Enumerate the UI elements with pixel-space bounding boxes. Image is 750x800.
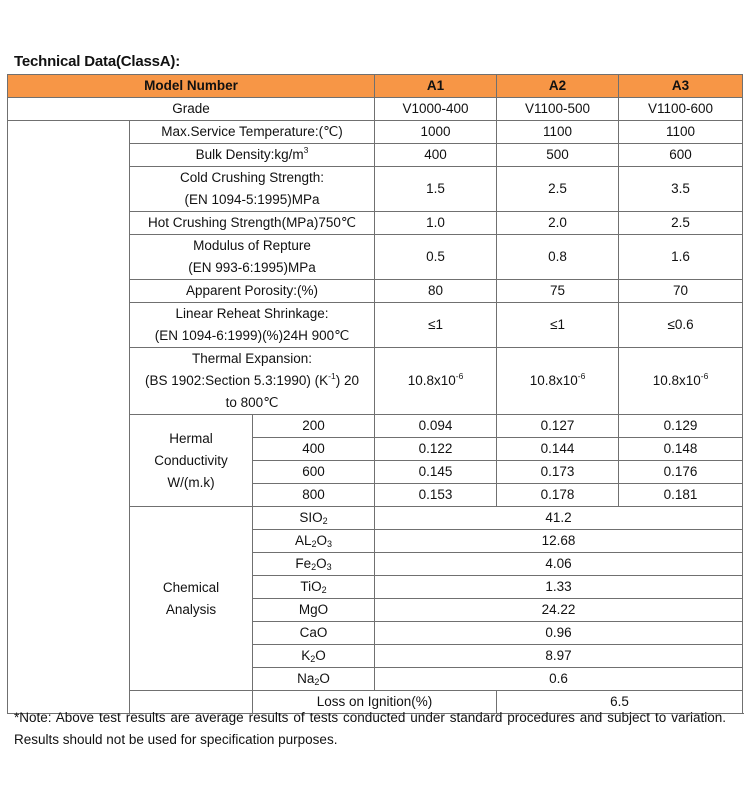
conductivity-value: 0.127 — [497, 415, 619, 438]
conductivity-value: 0.094 — [375, 415, 497, 438]
bulk-density-sup: 3 — [303, 145, 309, 155]
compound-text: MgO — [298, 602, 329, 617]
porosity-value: 70 — [619, 280, 743, 303]
thermal-expansion-line1: Thermal Expansion: — [191, 351, 313, 366]
cold-crushing-value: 1.5 — [375, 167, 497, 212]
conductivity-value: 0.173 — [497, 461, 619, 484]
thermal-expansion-line2b: ) 20 — [335, 373, 359, 388]
modulus-value: 0.8 — [497, 235, 619, 280]
porosity-value: 80 — [375, 280, 497, 303]
modulus-line2: (EN 993-6:1995)MPa — [188, 260, 316, 275]
hot-crushing-value: 2.5 — [619, 212, 743, 235]
cold-crushing-value: 3.5 — [619, 167, 743, 212]
max-temp-value: 1100 — [497, 121, 619, 144]
conductivity-value: 0.129 — [619, 415, 743, 438]
shrinkage-value: ≤1 — [375, 303, 497, 348]
compound-sub: 3 — [326, 562, 332, 572]
conductivity-value: 0.181 — [619, 484, 743, 507]
compound-value: 1.33 — [375, 576, 743, 599]
compound-name — [253, 645, 375, 668]
conductivity-temp: 200 — [253, 415, 375, 438]
bulk-density-value: 600 — [619, 144, 743, 167]
thermal-expansion-line2 — [130, 370, 374, 392]
conductivity-temp: 800 — [253, 484, 375, 507]
footnote: *Note: Above test results are average results of tests conducted under standard procedures and subject to variation. Results should not be used for specification purposes. — [14, 710, 726, 747]
compound-name — [253, 599, 375, 622]
compound-text: SIO — [299, 510, 323, 525]
thermal-expansion-line2a: (BS 1902:Section 5.3:1990) (K — [145, 373, 329, 388]
compound-text: CaO — [299, 625, 328, 640]
empty-left-cell — [8, 121, 130, 714]
conductivity-value: 0.153 — [375, 484, 497, 507]
modulus-value: 1.6 — [619, 235, 743, 280]
compound-name — [253, 576, 375, 599]
compound-text: Na — [297, 671, 315, 686]
model-a1-header: A1 — [375, 75, 497, 98]
loss-on-ignition-label: Loss on Ignition(%) — [253, 691, 497, 714]
compound-value: 41.2 — [375, 507, 743, 530]
grade-label: Grade — [8, 98, 375, 121]
compound-value: 0.96 — [375, 622, 743, 645]
max-temp-value: 1100 — [619, 121, 743, 144]
shrinkage-value: ≤0.6 — [619, 303, 743, 348]
te-base: 10.8x10 — [652, 373, 701, 388]
shrinkage-line2: (EN 1094-6:1999)(%)24H 900℃ — [154, 328, 350, 343]
compound-sub: 2 — [322, 516, 328, 526]
chemical-line1: Chemical — [162, 579, 220, 595]
porosity-label: Apparent Porosity:(%) — [130, 280, 375, 303]
compound-sub: 2 — [311, 539, 317, 549]
grade-value: V1000-400 — [375, 98, 497, 121]
te-exp: -6 — [577, 371, 586, 381]
compound-sub: 2 — [314, 677, 320, 687]
cold-crushing-label — [130, 167, 375, 212]
compound-value: 4.06 — [375, 553, 743, 576]
conductivity-value: 0.148 — [619, 438, 743, 461]
conductivity-value: 0.144 — [497, 438, 619, 461]
hot-crushing-value: 2.0 — [497, 212, 619, 235]
shrinkage-value: ≤1 — [497, 303, 619, 348]
shrinkage-label — [130, 303, 375, 348]
compound-text: O — [316, 533, 328, 548]
compound-name — [253, 530, 375, 553]
compound-sub: 2 — [311, 562, 317, 572]
thermal-expansion-sup: -1 — [328, 371, 336, 381]
conductivity-value: 0.122 — [375, 438, 497, 461]
modulus-label — [130, 235, 375, 280]
bulk-density-label — [130, 144, 375, 167]
bulk-density-value: 500 — [497, 144, 619, 167]
max-temp-value: 1000 — [375, 121, 497, 144]
conductivity-temp: 400 — [253, 438, 375, 461]
loss-on-ignition-value: 6.5 — [497, 691, 743, 714]
page-title: Technical Data(ClassA): — [14, 53, 181, 70]
conductivity-line1: Hermal — [169, 430, 213, 446]
grade-row — [8, 98, 743, 121]
grade-value: V1100-500 — [497, 98, 619, 121]
cold-crushing-value: 2.5 — [497, 167, 619, 212]
conductivity-line3: W/(m.k) — [167, 474, 215, 490]
te-base: 10.8x10 — [529, 373, 578, 388]
compound-text: O — [319, 671, 330, 686]
modulus-line1: Modulus of Repture — [193, 238, 311, 253]
cold-crushing-line2: (EN 1094-5:1995)MPa — [184, 192, 320, 207]
conductivity-value: 0.176 — [619, 461, 743, 484]
shrinkage-line1: Linear Reheat Shrinkage: — [175, 306, 329, 321]
compound-value: 0.6 — [375, 668, 743, 691]
bulk-density-text: Bulk Density:kg/m — [195, 147, 304, 162]
compound-value: 8.97 — [375, 645, 743, 668]
compound-text: AL — [294, 533, 312, 548]
chemical-label — [130, 507, 253, 691]
grade-value: V1100-600 — [619, 98, 743, 121]
porosity-value: 75 — [497, 280, 619, 303]
modulus-value: 0.5 — [375, 235, 497, 280]
model-number-header: Model Number — [8, 75, 375, 98]
max-temp-label: Max.Service Temperature:(℃) — [130, 121, 375, 144]
compound-name — [253, 553, 375, 576]
compound-sub: 3 — [327, 539, 333, 549]
chemical-line2: Analysis — [165, 601, 217, 617]
model-a2-header: A2 — [497, 75, 619, 98]
compound-text: O — [316, 556, 327, 571]
hot-crushing-label: Hot Crushing Strength(MPa)750℃ — [130, 212, 375, 235]
compound-name — [253, 622, 375, 645]
hot-crushing-value: 1.0 — [375, 212, 497, 235]
max-temp-row — [8, 121, 743, 144]
compound-name — [253, 668, 375, 691]
bulk-density-value: 400 — [375, 144, 497, 167]
conductivity-value: 0.145 — [375, 461, 497, 484]
conductivity-label — [130, 415, 253, 507]
compound-value: 12.68 — [375, 530, 743, 553]
compound-name — [253, 507, 375, 530]
model-a3-header: A3 — [619, 75, 743, 98]
thermal-expansion-label — [130, 348, 375, 415]
te-exp: -6 — [700, 371, 709, 381]
compound-text: Fe — [295, 556, 312, 571]
cold-crushing-line1: Cold Crushing Strength: — [179, 170, 325, 185]
compound-text: TiO — [300, 579, 322, 594]
technical-data-table — [7, 74, 743, 714]
thermal-expansion-line3: to 800℃ — [225, 395, 279, 410]
te-exp: -6 — [455, 371, 464, 381]
conductivity-temp: 600 — [253, 461, 375, 484]
thermal-expansion-value — [375, 348, 497, 415]
thermal-expansion-value — [497, 348, 619, 415]
conductivity-value: 0.178 — [497, 484, 619, 507]
compound-value: 24.22 — [375, 599, 743, 622]
compound-sub: 2 — [321, 585, 327, 595]
conductivity-line2: Conductivity — [154, 452, 228, 468]
compound-text: O — [315, 648, 326, 663]
compound-text: K — [301, 648, 311, 663]
thermal-expansion-value — [619, 348, 743, 415]
compound-sub: 2 — [310, 654, 316, 664]
te-base: 10.8x10 — [407, 373, 456, 388]
header-row — [8, 75, 743, 98]
